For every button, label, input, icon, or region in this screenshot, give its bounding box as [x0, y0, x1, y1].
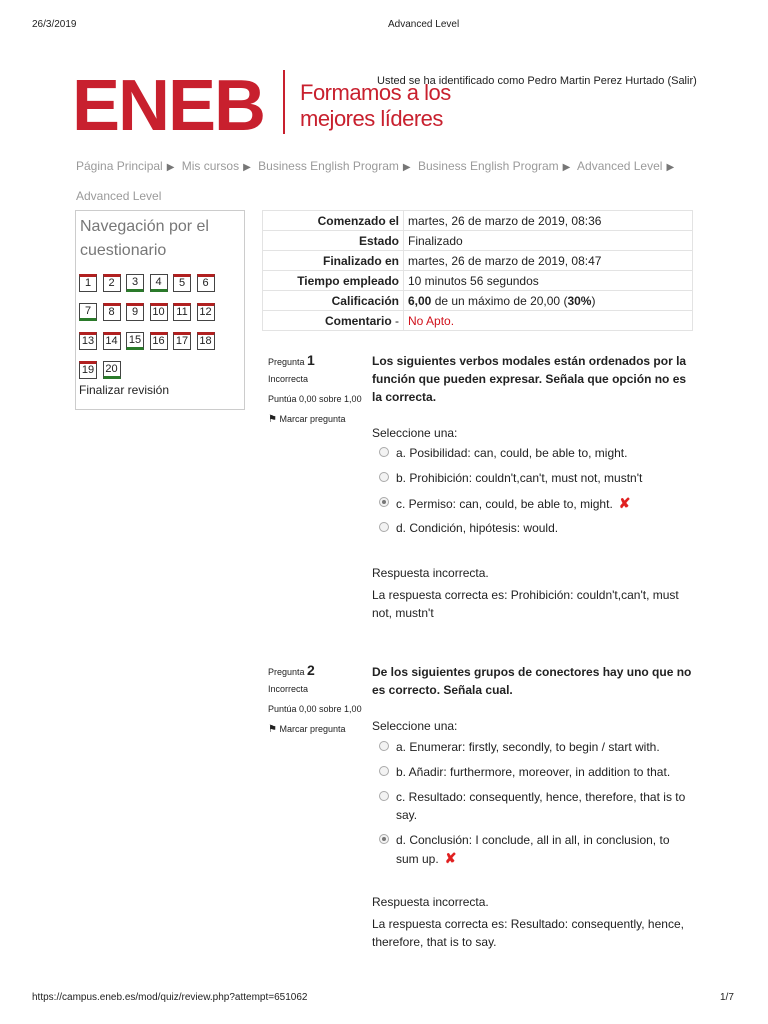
flag-icon: ⚑ — [268, 724, 277, 735]
print-page-number: 1/7 — [720, 992, 734, 1003]
select-one-prompt: Seleccione una: — [372, 426, 458, 440]
summary-row-comment — [263, 311, 693, 331]
question-nav-button[interactable]: 13 — [79, 332, 97, 350]
summary-row-state — [263, 231, 693, 251]
radio-button-selected[interactable] — [379, 497, 389, 507]
answer-option-label: a. Enumerar: firstly, secondly, to begin / start with. — [396, 740, 660, 754]
answer-option[interactable] — [372, 444, 692, 469]
summary-key: Comenzado el — [263, 211, 404, 231]
question-nav-button[interactable]: 11 — [173, 303, 191, 321]
question-number: 1 — [307, 352, 315, 368]
question-nav-button[interactable]: 7 — [79, 303, 97, 321]
quiz-navigation-block — [75, 210, 245, 410]
breadcrumb-current[interactable]: Advanced Level — [76, 189, 162, 203]
summary-value-comment: No Apto. — [404, 311, 693, 331]
radio-button[interactable] — [379, 472, 389, 482]
user-name-text: Usted se ha identificado como Pedro Martin Perez Hurtado — [377, 75, 665, 87]
answer-option[interactable] — [372, 469, 692, 494]
breadcrumb-separator-icon: ▶ — [243, 162, 251, 173]
radio-button[interactable] — [379, 766, 389, 776]
nav-title-line-2: cuestionario — [80, 242, 167, 259]
summary-key: Finalizado en — [263, 251, 404, 271]
question-nav-button[interactable]: 2 — [103, 274, 121, 292]
question-text: Los siguientes verbos modales están ordenados por la función que pueden expresar. Señala que opción no es la correcta. — [372, 354, 687, 404]
nav-title-line-1: Navegación por el — [80, 218, 209, 235]
breadcrumb-separator-icon: ▶ — [562, 162, 571, 173]
correct-answer-text: La respuesta correcta es: Resultado: consequently, hence, therefore, that is to say. — [372, 917, 684, 949]
breadcrumb-home[interactable]: Página Principal — [76, 159, 163, 173]
answer-option-text: d. Conclusión: I conclude, all in all, in conclusion, to sum up. — [396, 833, 670, 866]
print-title: Advanced Level — [388, 19, 460, 30]
summary-row-time — [263, 271, 693, 291]
answer-options — [372, 444, 692, 544]
summary-value — [404, 291, 693, 311]
question-nav-button[interactable]: 5 — [173, 274, 191, 292]
logo-divider — [283, 70, 285, 134]
question-label: Pregunta — [268, 667, 305, 677]
question-nav-button[interactable]: 10 — [150, 303, 168, 321]
question-status: Incorrecta — [268, 684, 309, 694]
radio-button[interactable] — [379, 791, 389, 801]
answer-option[interactable] — [372, 738, 692, 763]
grade-mid: de un máximo de 20,00 ( — [431, 293, 568, 308]
question-nav-button[interactable]: 14 — [103, 332, 121, 350]
question-nav-button[interactable]: 12 — [197, 303, 215, 321]
answer-option-label: c. Resultado: consequently, hence, therefore, that is to say. — [396, 790, 686, 822]
correct-answer-text: La respuesta correcta es: Prohibición: couldn't,can't, must not, mustn't — [372, 588, 679, 620]
incorrect-cross-icon: ✘ — [444, 850, 457, 866]
question-number: 2 — [307, 662, 315, 678]
summary-value: Finalizado — [404, 231, 693, 251]
question-info — [268, 662, 363, 737]
summary-row-grade — [263, 291, 693, 311]
user-login-info — [377, 75, 697, 87]
finish-review-link[interactable]: Finalizar revisión — [79, 383, 170, 397]
question-text: De los siguientes grupos de conectores hay uno que no es correcto. Señala cual. — [372, 665, 692, 697]
breadcrumb-section[interactable]: Advanced Level — [577, 159, 663, 173]
grade-end: ) — [591, 293, 596, 308]
question-nav-button[interactable]: 18 — [197, 332, 215, 350]
radio-button[interactable] — [379, 522, 389, 532]
flag-question-label: Marcar pregunta — [279, 724, 346, 734]
question-nav-button[interactable]: 19 — [79, 361, 97, 379]
question-nav-button[interactable]: 16 — [150, 332, 168, 350]
question-info — [268, 352, 363, 427]
summary-row-finished — [263, 251, 693, 271]
answer-option-selected[interactable] — [372, 831, 692, 874]
answer-option-label — [396, 831, 686, 868]
question-score: Puntúa 0,00 sobre 1,00 — [268, 704, 362, 714]
answer-option[interactable] — [372, 763, 692, 788]
eneb-logo[interactable]: ENEB — [72, 66, 265, 146]
radio-button[interactable] — [379, 741, 389, 751]
flag-question-link[interactable] — [268, 412, 363, 427]
select-one-prompt: Seleccione una: — [372, 719, 458, 733]
grade-percent: 30% — [567, 293, 592, 308]
summary-row-started — [263, 211, 693, 231]
summary-key: Calificación — [263, 291, 404, 311]
question-nav-button[interactable]: 17 — [173, 332, 191, 350]
quiz-navigation-title — [80, 215, 209, 263]
question-nav-button[interactable]: 3 — [126, 274, 144, 292]
question-nav-button[interactable]: 9 — [126, 303, 144, 321]
answer-option-selected[interactable] — [372, 494, 692, 519]
question-nav-button[interactable]: 15 — [126, 332, 144, 350]
question-score: Puntúa 0,00 sobre 1,00 — [268, 394, 362, 404]
question-nav-button[interactable]: 20 — [103, 361, 121, 379]
breadcrumb-separator-icon: ▶ — [166, 162, 175, 173]
answer-option-label: b. Prohibición: couldn't,can't, must not, mustn't — [396, 471, 643, 485]
tagline-line-2: mejores líderes — [300, 106, 443, 131]
comment-label: Comentario — [324, 313, 392, 328]
incorrect-cross-icon: ✘ — [618, 495, 631, 511]
logout-link[interactable]: (Salir) — [667, 75, 697, 87]
tagline — [300, 80, 451, 132]
attempt-summary-table — [262, 210, 693, 331]
breadcrumb-separator-icon: ▶ — [402, 162, 411, 173]
flag-icon: ⚑ — [268, 414, 277, 425]
answer-option-label — [396, 494, 631, 513]
tagline-line-1: Formamos a los — [300, 80, 451, 105]
question-nav-button[interactable]: 1 — [79, 274, 97, 292]
answer-option-text: c. Permiso: can, could, be able to, might. — [396, 497, 613, 511]
feedback-text: Respuesta incorrecta. — [372, 895, 489, 909]
question-nav-button[interactable]: 6 — [197, 274, 215, 292]
breadcrumb-program[interactable]: Business English Program — [258, 159, 399, 173]
summary-value: 10 minutos 56 segundos — [404, 271, 693, 291]
flag-question-label: Marcar pregunta — [279, 414, 346, 424]
answer-options — [372, 738, 692, 874]
summary-key: Tiempo empleado — [263, 271, 404, 291]
summary-value: martes, 26 de marzo de 2019, 08:36 — [404, 211, 693, 231]
grade-score: 6,00 — [408, 293, 432, 308]
answer-option-label: a. Posibilidad: can, could, be able to, might. — [396, 446, 628, 460]
print-url: https://campus.eneb.es/mod/quiz/review.php?attempt=651062 — [32, 992, 308, 1003]
question-status: Incorrecta — [268, 374, 309, 384]
radio-button-selected[interactable] — [379, 834, 389, 844]
answer-option-label: b. Añadir: furthermore, moreover, in addition to that. — [396, 765, 671, 779]
breadcrumb-separator-icon: ▶ — [666, 162, 675, 173]
feedback-text: Respuesta incorrecta. — [372, 566, 489, 580]
answer-option[interactable] — [372, 519, 692, 544]
answer-option[interactable] — [372, 788, 692, 831]
answer-option-label: d. Condición, hipótesis: would. — [396, 521, 559, 535]
breadcrumb — [76, 152, 696, 210]
flag-question-link[interactable] — [268, 722, 363, 737]
comment-dash: - — [391, 313, 399, 328]
summary-key: Estado — [263, 231, 404, 251]
print-date: 26/3/2019 — [32, 19, 77, 30]
breadcrumb-program-course[interactable]: Business English Program — [417, 159, 559, 173]
summary-value: martes, 26 de marzo de 2019, 08:47 — [404, 251, 693, 271]
summary-key — [263, 311, 404, 331]
question-label: Pregunta — [268, 357, 305, 367]
question-nav-button[interactable]: 8 — [103, 303, 121, 321]
breadcrumb-my-courses[interactable]: Mis cursos — [181, 159, 240, 173]
radio-button[interactable] — [379, 447, 389, 457]
question-nav-button[interactable]: 4 — [150, 274, 168, 292]
